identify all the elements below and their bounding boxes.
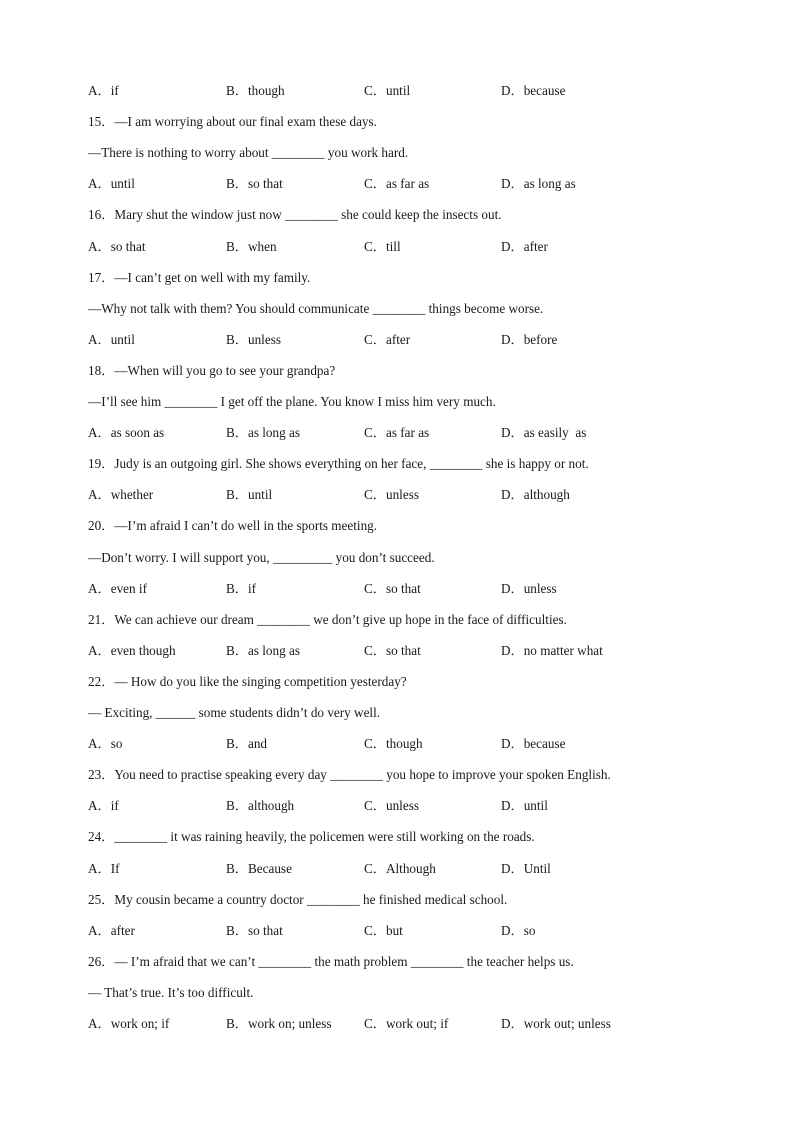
question-text: 24．________ it was raining heavily, the policemen were still working on the roads. <box>88 829 535 844</box>
answer-option-b: B．unless <box>226 332 281 347</box>
question-text: —I’ll see him ________ I get off the plane. You know I miss him very much. <box>88 394 496 409</box>
question-text: — That’s true. It’s too difficult. <box>88 985 254 1000</box>
answer-option-d: D．before <box>501 332 558 347</box>
question-text: 21．We can achieve our dream ________ we don’t give up hope in the face of difficulties. <box>88 612 567 627</box>
answer-option-d: D．as easily as <box>501 425 587 440</box>
answer-option-c: C．as far as <box>364 176 430 191</box>
answer-option-b: B．as long as <box>226 425 300 440</box>
answer-option-b: B．so that <box>226 923 283 938</box>
answer-option-d: D．work out; unless <box>501 1016 611 1031</box>
answer-option-a: A．so <box>88 736 123 751</box>
answer-option-b: B．although <box>226 798 295 813</box>
answer-option-a: A．after <box>88 923 135 938</box>
answer-option-a: A．so that <box>88 239 146 254</box>
answer-option-a: A．if <box>88 798 119 813</box>
answer-option-c: C．as far as <box>364 425 430 440</box>
answer-option-c: C．unless <box>364 487 419 502</box>
question-text: —Don’t worry. I will support you, _________ you don’t succeed. <box>88 550 435 565</box>
answer-option-a: A．if <box>88 83 119 98</box>
answer-option-a: A．whether <box>88 487 154 502</box>
answer-option-a: A．as soon as <box>88 425 165 440</box>
question-text: —There is nothing to worry about ________ you work hard. <box>88 145 409 160</box>
answer-option-b: B．as long as <box>226 643 300 658</box>
answer-option-a: A．even though <box>88 643 176 658</box>
answer-option-c: C．though <box>364 736 423 751</box>
answer-option-a: A．work on; if <box>88 1016 170 1031</box>
question-text: 25．My cousin became a country doctor ________ he finished medical school. <box>88 892 508 907</box>
answer-option-b: B．when <box>226 239 277 254</box>
question-text: 20．—I’m afraid I can’t do well in the sports meeting. <box>88 518 378 533</box>
question-text: 26．— I’m afraid that we can’t ________ the math problem ________ the teacher helps us. <box>88 954 574 969</box>
answer-option-c: C．unless <box>364 798 419 813</box>
answer-option-d: D．no matter what <box>501 643 603 658</box>
question-text: 16．Mary shut the window just now ________ she could keep the insects out. <box>88 207 502 222</box>
answer-option-c: C．after <box>364 332 411 347</box>
answer-option-c: C．work out; if <box>364 1016 449 1031</box>
answer-option-b: B．work on; unless <box>226 1016 332 1031</box>
answer-option-b: B．Because <box>226 861 292 876</box>
answer-option-d: D．because <box>501 83 566 98</box>
answer-option-d: D．although <box>501 487 570 502</box>
question-text: 23．You need to practise speaking every day ________ you hope to improve your spoken English. <box>88 767 611 782</box>
question-text: 22．— How do you like the singing competition yesterday? <box>88 674 407 689</box>
question-text: — Exciting, ______ some students didn’t do very well. <box>88 705 381 720</box>
answer-option-c: C．Although <box>364 861 436 876</box>
answer-option-a: A．until <box>88 332 135 347</box>
answer-option-b: B．if <box>226 581 257 596</box>
answer-option-c: C．so that <box>364 643 421 658</box>
answer-option-c: C．until <box>364 83 411 98</box>
answer-option-b: B．so that <box>226 176 283 191</box>
answer-option-c: C．but <box>364 923 403 938</box>
question-text: 17．—I can’t get on well with my family. <box>88 270 311 285</box>
answer-option-d: D．as long as <box>501 176 576 191</box>
answer-option-b: B．until <box>226 487 273 502</box>
answer-option-c: C．till <box>364 239 401 254</box>
answer-option-d: D．unless <box>501 581 557 596</box>
answer-option-d: D．because <box>501 736 566 751</box>
answer-option-d: D．Until <box>501 861 551 876</box>
question-text: 19．Judy is an outgoing girl. She shows everything on her face, ________ she is happy or not. <box>88 456 589 471</box>
answer-option-b: B．though <box>226 83 285 98</box>
answer-option-a: A．If <box>88 861 120 876</box>
question-text: —Why not talk with them? You should communicate ________ things become worse. <box>88 301 544 316</box>
answer-option-d: D．so <box>501 923 536 938</box>
answer-option-c: C．so that <box>364 581 421 596</box>
answer-option-d: D．after <box>501 239 548 254</box>
answer-option-a: A．until <box>88 176 135 191</box>
answer-option-a: A．even if <box>88 581 147 596</box>
answer-option-b: B．and <box>226 736 268 751</box>
question-text: 15．—I am worrying about our final exam these days. <box>88 114 377 129</box>
answer-option-d: D．until <box>501 798 548 813</box>
question-text: 18．—When will you go to see your grandpa? <box>88 363 336 378</box>
